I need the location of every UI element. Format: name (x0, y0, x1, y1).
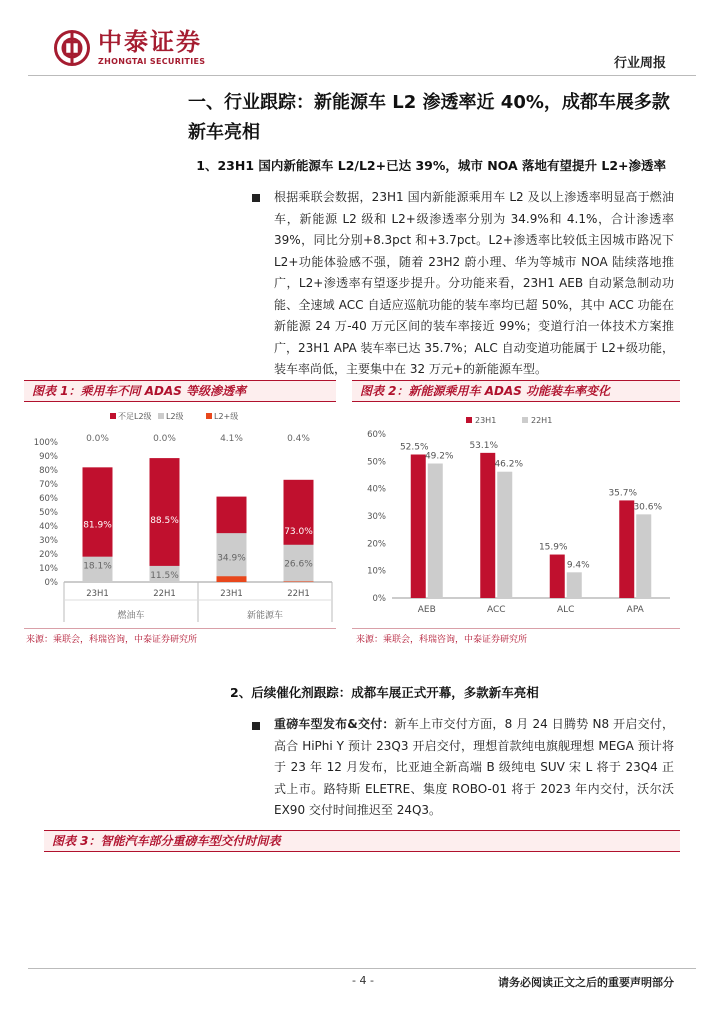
subsection-1-paragraph: 根据乘联会数据，23H1 国内新能源乘用车 L2 及以上渗透率明显高于燃油车，新能源 L2 级和 L2+级渗透率分别为 34.9%和 4.1%，合计渗透率 39%，同比分别+8.3pct 和+3.7pct。L2+渗透率比较低主因城市路况下 L2+功能体验感不强，随着 23H2 蔚小理、华为等城市 NOA 陆续落地推广，L2+渗透率有望逐步提升。分功能来看，23H1 AEB 自动紧急制动功能、全速域 ACC 自适应巡航功能的装车率均已超 50%，其中 ACC 功能在新能源 24 万-40 万元区间的装车率接近 99%；变道行泊一体技术方案推广，23H1 APA 装车率已达 35.7%；ALC 自动变道功能属于 L2+级功能，装车率尚低，主要集中在 32 万元+的新能源车型。 (274, 190, 674, 376)
y-tick-label: 0% (44, 578, 58, 588)
data-label: 4.1% (220, 434, 243, 444)
paragraph-lead: 重磅车型发布&交付： (274, 717, 395, 731)
bar-segment (217, 576, 247, 582)
bar (550, 555, 565, 598)
group-label: 新能源车 (246, 611, 284, 621)
footer-divider (28, 968, 696, 969)
data-label: 0.0% (86, 434, 109, 444)
x-tick-label: ACC (486, 605, 506, 615)
bar (619, 500, 634, 598)
data-label: 73.0% (284, 526, 313, 537)
data-label: 49.2% (424, 451, 454, 462)
y-tick-label: 90% (39, 452, 58, 462)
y-tick-label: 100% (33, 438, 58, 448)
group-label: 燃油车 (117, 611, 145, 621)
figure-3-title-bar (44, 830, 680, 852)
bar (480, 453, 495, 598)
legend-swatch (466, 417, 472, 423)
y-tick-label: 30% (367, 512, 386, 522)
legend-label: 23H1 (475, 416, 497, 425)
data-label: 46.2% (494, 459, 524, 470)
legend-label: L2级 (166, 412, 184, 421)
data-label: 52.5% (399, 442, 429, 453)
figure-1-title-bar (24, 380, 336, 402)
legend-label: L2+级 (214, 412, 239, 421)
y-tick-label: 50% (39, 508, 58, 518)
header-divider (28, 75, 696, 76)
section-title: 一、行业跟踪：新能源车 L2 渗透率近 40%，成都车展多款新车亮相 (188, 92, 670, 143)
figure-1-source-divider (24, 628, 336, 629)
bar (567, 572, 582, 598)
y-tick-label: 50% (367, 457, 386, 468)
data-label: 34.9% (217, 553, 246, 564)
data-label: 30.6% (633, 502, 663, 513)
logo-icon (54, 30, 90, 66)
x-tick-label: ALC (557, 605, 575, 615)
figure-3-title: 图表 3：智能汽车部分重磅车型交付时间表 (52, 834, 281, 848)
y-tick-label: 20% (39, 550, 58, 560)
y-tick-label: 40% (39, 522, 58, 532)
data-label: 15.9% (538, 542, 568, 553)
data-label: 81.9% (83, 520, 112, 531)
figure-2-source: 来源：乘联会，科瑞咨询，中泰证券研究所 (356, 635, 528, 645)
bar (497, 472, 512, 598)
y-tick-label: 60% (39, 494, 58, 504)
data-label: 88.5% (150, 516, 179, 527)
bar (411, 455, 426, 599)
data-label: 53.1% (469, 440, 499, 451)
y-tick-label: 10% (367, 566, 386, 577)
figure-1-chart (26, 406, 336, 626)
y-tick-label: 40% (367, 484, 386, 495)
subsection-2-title: 2、后续催化剂跟踪：成都车展正式开幕，多款新车亮相 (230, 685, 539, 700)
figure-2-source-divider (352, 628, 680, 629)
x-tick-label: AEB (417, 605, 436, 615)
subsection-2-paragraph (274, 714, 674, 822)
report-type-label: 行业周报 (613, 56, 666, 71)
bar (428, 464, 443, 598)
y-tick-label: 0% (372, 594, 386, 604)
legend-label: 不足L2级 (118, 412, 152, 421)
figure-1-title: 图表 1：乘用车不同 ADAS 等级渗透率 (32, 384, 247, 398)
x-tick-label: 22H1 (287, 589, 310, 599)
y-tick-label: 20% (367, 539, 386, 550)
figure-2-title: 图表 2：新能源乘用车 ADAS 功能装车率变化 (360, 384, 611, 398)
logo-subtext: ZHONGTAI SECURITIES (98, 57, 206, 66)
bar (636, 514, 651, 598)
paragraph-body: 新车上市交付方面，8 月 24 日腾势 N8 开启交付，高合 HiPhi Y 预计 23Q3 开启交付，理想首款纯电旗舰理想 MEGA 预计将于 23 年 12 月发布，比亚迪全新高端 B 级纯电 SUV 宋 L 将于 23Q4 正式上市。路特斯 ELETRE、集度 ROBO-01 将于 2023 年内交付，沃尔沃 EX90 交付时间推迟至 24Q3。 (274, 717, 674, 817)
data-label: 35.7% (608, 488, 638, 499)
bar-segment (284, 581, 314, 582)
legend-swatch (206, 413, 212, 419)
data-label: 18.1% (83, 561, 112, 572)
legend-swatch (522, 417, 528, 423)
data-label: 0.0% (153, 434, 176, 444)
y-tick-label: 30% (39, 536, 58, 546)
y-tick-label: 80% (39, 466, 58, 476)
y-tick-label: 60% (367, 430, 386, 440)
x-tick-label: 23H1 (86, 589, 109, 599)
x-tick-label: 22H1 (153, 589, 176, 599)
figure-1-source: 来源：乘联会，科瑞咨询，中泰证券研究所 (26, 635, 198, 645)
subsection-1-title: 1、23H1 国内新能源车 L2/L2+已达 39%，城市 NOA 落地有望提升 L2+渗透率 (196, 158, 666, 173)
figure-2-chart (354, 406, 680, 626)
data-label: 11.5% (150, 570, 179, 581)
data-label: 9.4% (566, 560, 590, 571)
legend-swatch (110, 413, 116, 419)
figure-2-title-bar (352, 380, 680, 402)
page-number: - 4 - (352, 974, 374, 987)
data-label: 26.6% (284, 559, 313, 570)
bullet-square-icon (252, 194, 260, 202)
y-tick-label: 10% (39, 564, 58, 574)
logo-text: 中泰证券 (98, 28, 202, 56)
data-label: 0.4% (287, 434, 310, 444)
x-tick-label: 23H1 (220, 589, 243, 599)
x-tick-label: APA (626, 605, 644, 615)
y-tick-label: 70% (39, 480, 58, 490)
bullet-square-icon (252, 722, 260, 730)
legend-label: 22H1 (531, 416, 553, 425)
footer-disclaimer: 请务必阅读正文之后的重要声明部分 (498, 976, 674, 989)
legend-swatch (158, 413, 164, 419)
